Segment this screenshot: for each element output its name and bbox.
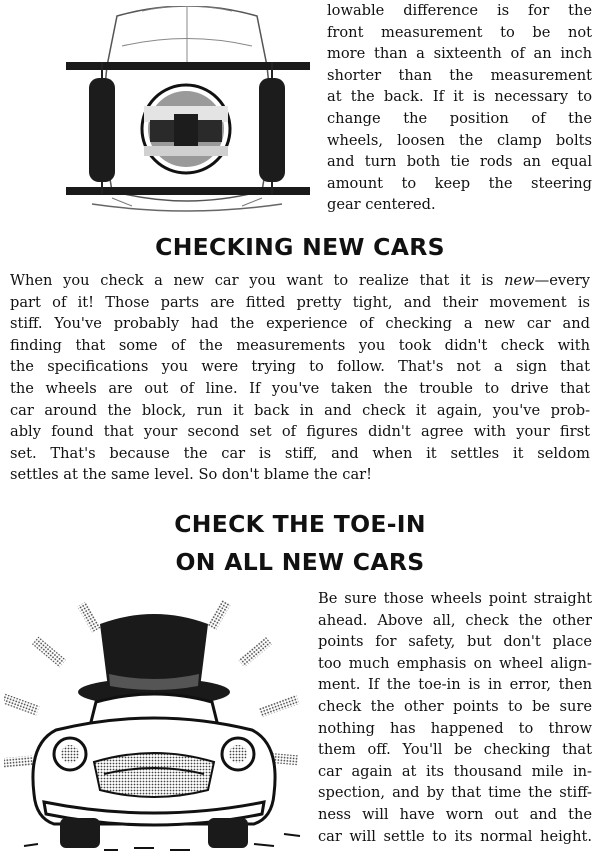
- heading-checking-new-cars: CHECKING NEW CARS: [155, 233, 445, 261]
- top-line: more than a sixteenth of an inch: [327, 45, 592, 63]
- bottom-line: too much emphasis on wheel align-: [318, 654, 592, 672]
- top-line: front measurement to be not: [327, 23, 592, 41]
- main-line: settles at the same level. So don't blame the car!: [10, 466, 373, 484]
- top-line: amount to keep the steering: [327, 174, 592, 192]
- main-line: stiff. You've probably had the experience of checking a new car and: [10, 315, 590, 333]
- wheel-alignment-illustration: [62, 6, 312, 218]
- top-line: at the back. If it is necessary to: [327, 88, 592, 106]
- top-line: shorter than the measurement: [327, 66, 592, 84]
- top-paragraph: [327, 0, 592, 216]
- bottom-line: points for safety, but don't place: [318, 633, 592, 651]
- heading-on-all-new-cars: ON ALL NEW CARS: [175, 548, 425, 576]
- main-line: finding that some of the measurements you took didn't check with: [10, 336, 590, 354]
- emphasis-new: new: [504, 272, 535, 289]
- car-top-hat-illustration: [4, 594, 310, 856]
- bottom-line: ment. If the toe-in is in error, then: [318, 676, 592, 694]
- top-line: wheels, loosen the clamp bolts: [327, 131, 592, 149]
- bottom-line: spection, and by that time the stiff-: [318, 784, 592, 802]
- bottom-line: ahead. Above all, check the other: [318, 611, 592, 629]
- main-line: set. That's because the car is stiff, and when it settles it seldom: [10, 444, 590, 462]
- bottom-paragraph: [318, 588, 592, 847]
- main-paragraph: [10, 270, 590, 486]
- top-line: and turn both tie rods an equal: [327, 153, 592, 171]
- bottom-line: Be sure those wheels point straight: [318, 590, 592, 607]
- top-line: change the position of the: [327, 109, 592, 127]
- main-line: ably found that your second set of figures didn't agree with your first: [10, 423, 590, 441]
- main-line: the wheels are out of line. If you've taken the trouble to drive that: [10, 379, 590, 397]
- top-line: gear centered.: [327, 196, 436, 214]
- top-line: lowable difference is for the: [327, 2, 592, 19]
- heading-check-toe-in: CHECK THE TOE-IN: [174, 510, 426, 538]
- main-line: the specifications you were trying to follow. That's not a sign that: [10, 358, 590, 376]
- bottom-line: them off. You'll be checking that: [318, 741, 592, 759]
- bottom-line: ness will have worn out and the: [318, 805, 592, 823]
- bottom-line: check the other points to be sure: [318, 697, 592, 715]
- bottom-line: car will settle to its normal height.: [318, 827, 592, 845]
- bottom-line: nothing has happened to throw: [318, 719, 592, 737]
- main-line: part of it! Those parts are fitted pretty tight, and their movement is: [10, 293, 590, 311]
- main-line: car around the block, run it back in and check it again, you've prob-: [10, 401, 590, 419]
- main-line-1: When you check a new car you want to realize that it is new—every: [10, 272, 590, 289]
- bottom-line: car again at its thousand mile in-: [318, 762, 592, 780]
